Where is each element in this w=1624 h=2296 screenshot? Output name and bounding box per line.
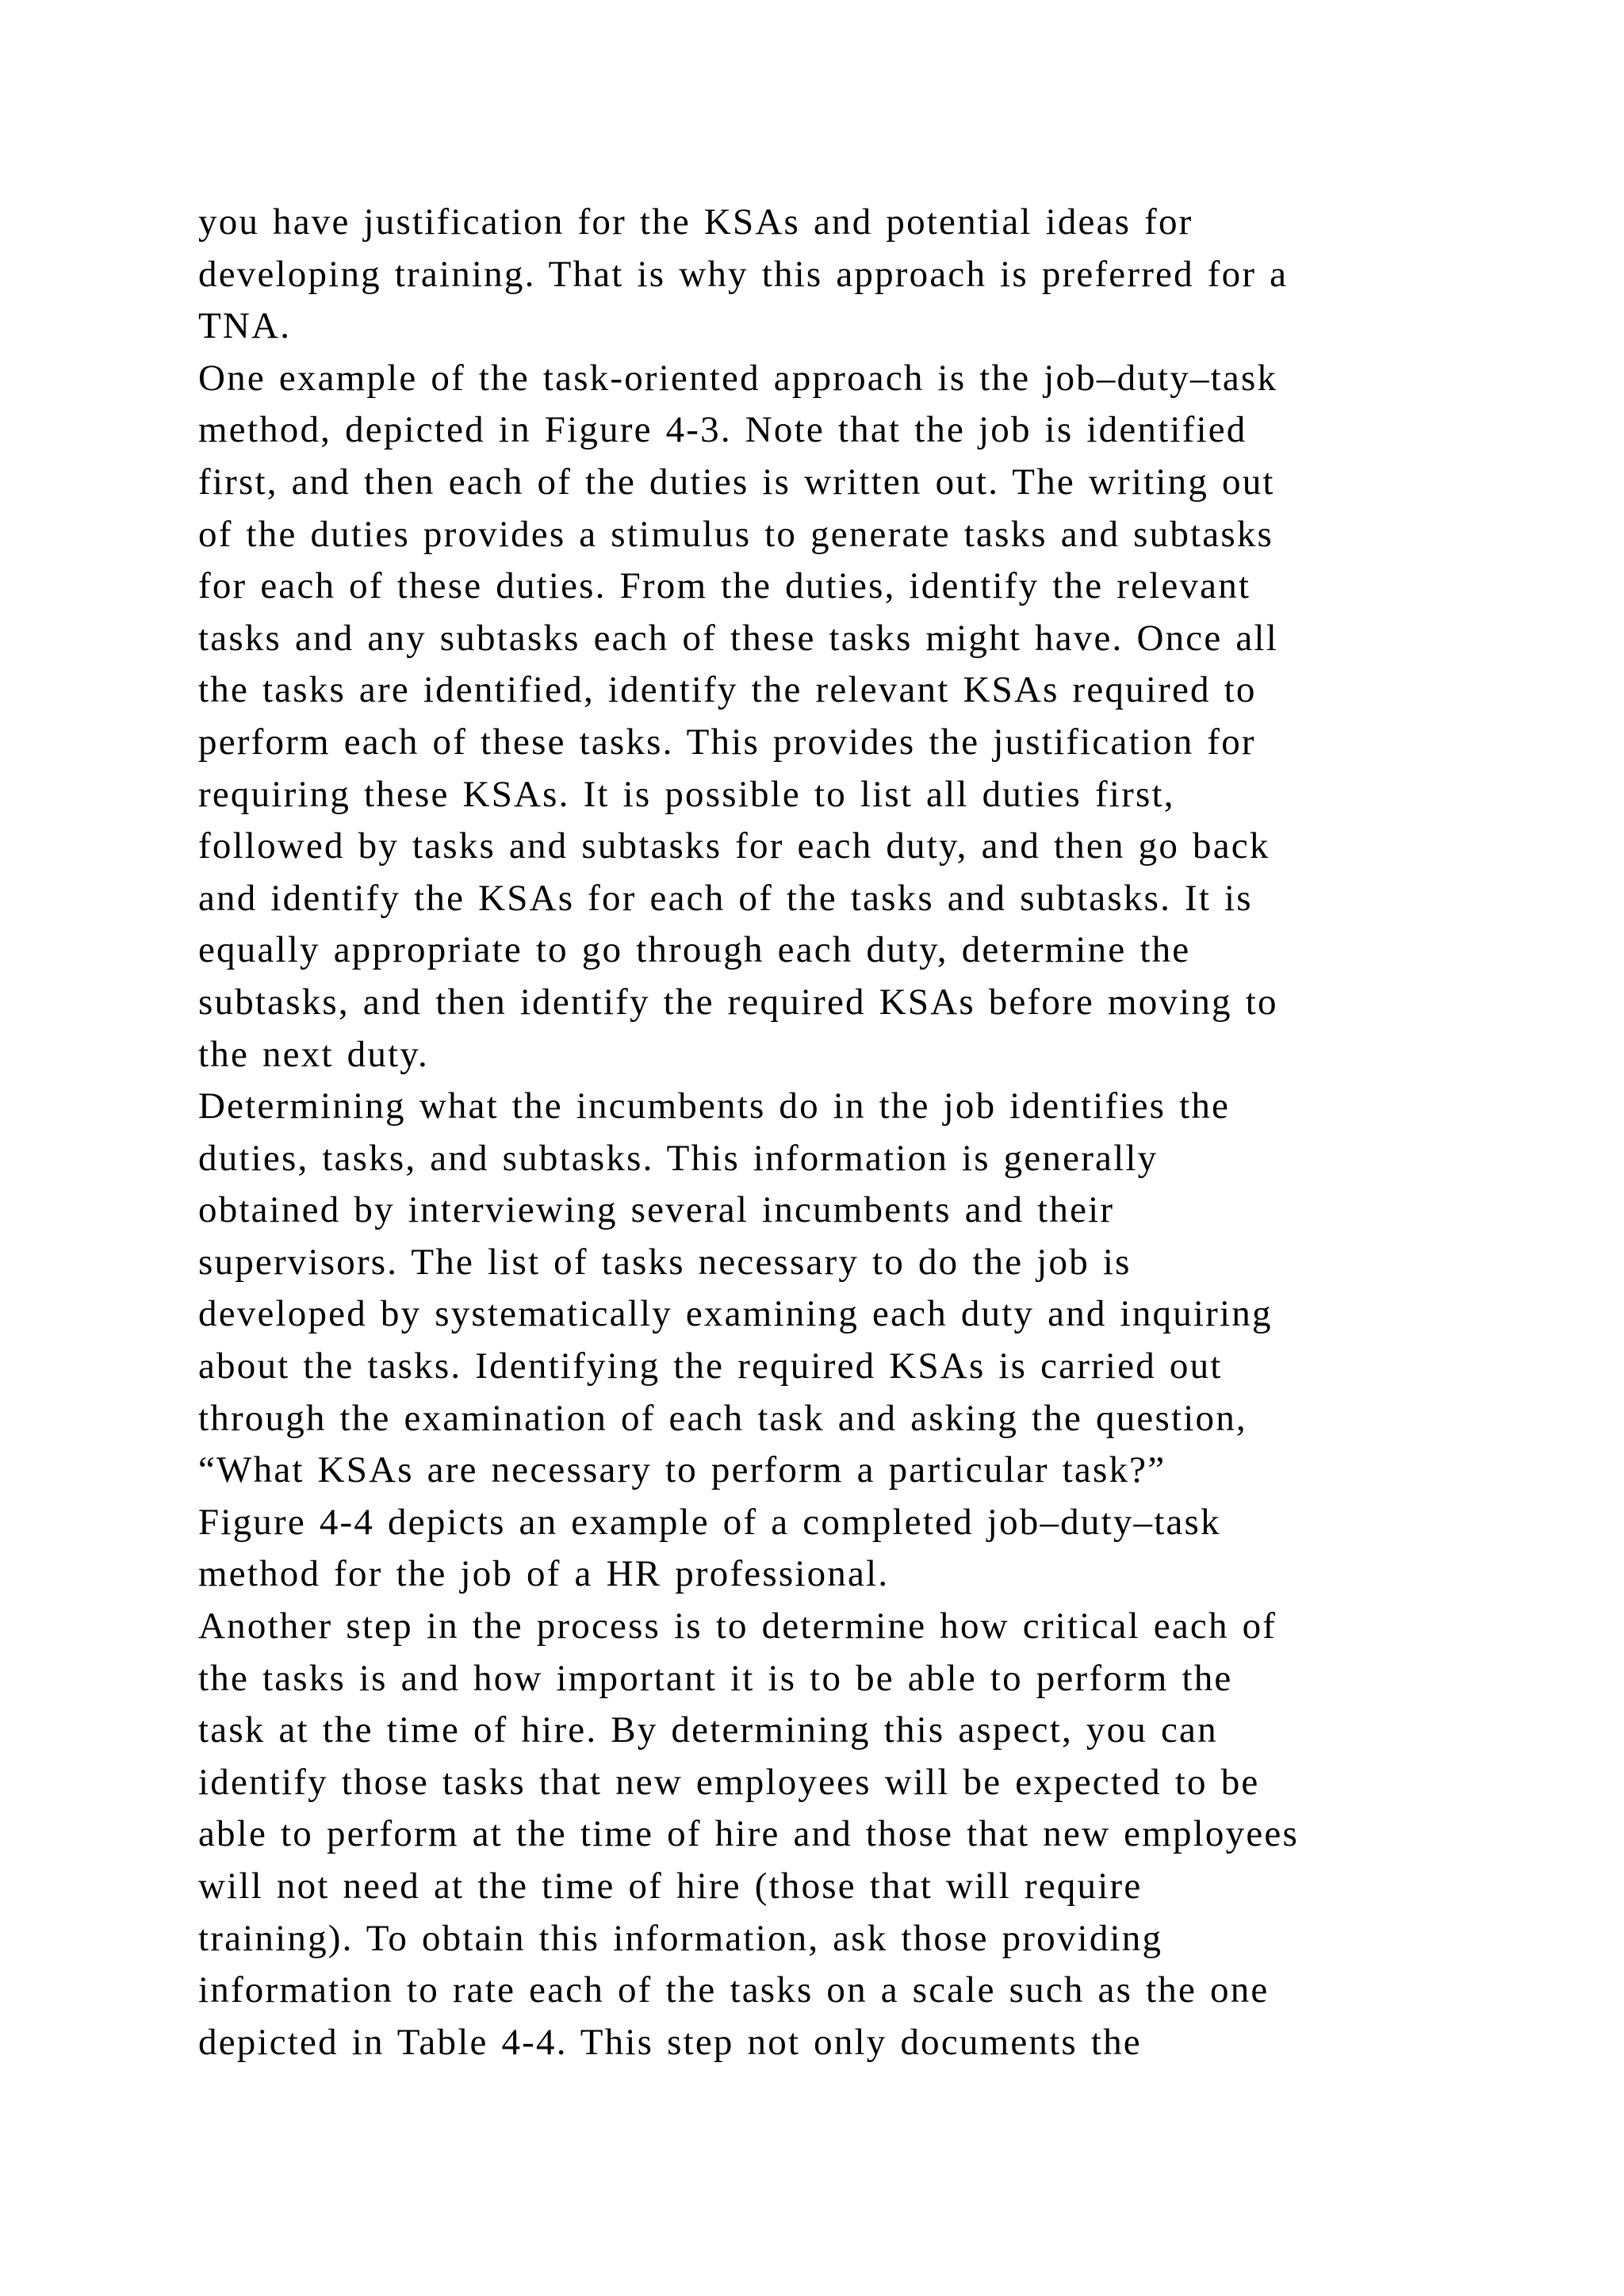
text-line: equally appropriate to go through each duty, determine the [198, 929, 1191, 971]
text-line: TNA. [198, 305, 292, 347]
text-line: task at the time of hire. By determining this aspect, you can [198, 1709, 1218, 1751]
text-line: “What KSAs are necessary to perform a particular task?” [198, 1449, 1166, 1491]
text-line: training). To obtain this information, ask those providing [198, 1917, 1163, 1959]
text-line: and identify the KSAs for each of the tasks and subtasks. It is [198, 877, 1253, 919]
text-line: depicted in Table 4-4. This step not only documents the [198, 2021, 1142, 2063]
text-line: Figure 4-4 depicts an example of a completed job–duty–task [198, 1501, 1221, 1543]
body-text [198, 197, 1467, 2068]
text-line: the tasks are identified, identify the relevant KSAs required to [198, 669, 1257, 711]
text-line: Determining what the incumbents do in the job identifies the [198, 1085, 1231, 1127]
text-line: requiring these KSAs. It is possible to list all duties first, [198, 773, 1175, 815]
text-line: first, and then each of the duties is written out. The writing out [198, 461, 1275, 503]
text-line: will not need at the time of hire (those that will require [198, 1866, 1143, 1907]
text-line: followed by tasks and subtasks for each duty, and then go back [198, 825, 1270, 867]
text-line: tasks and any subtasks each of these tasks might have. Once all [198, 617, 1278, 659]
text-line: about the tasks. Identifying the required KSAs is carried out [198, 1345, 1223, 1387]
text-line: subtasks, and then identify the required KSAs before moving to [198, 981, 1278, 1023]
text-line: perform each of these tasks. This provides the justification for [198, 721, 1256, 763]
text-line: supervisors. The list of tasks necessary to do the job is [198, 1241, 1132, 1283]
text-line: Another step in the process is to determine how critical each of [198, 1605, 1277, 1647]
text-line: identify those tasks that new employees will be expected to be [198, 1761, 1260, 1803]
text-line: obtained by interviewing several incumbents and their [198, 1189, 1115, 1231]
text-line: the tasks is and how important it is to be able to perform the [198, 1657, 1233, 1699]
text-line: developing training. That is why this approach is preferred for a [198, 253, 1289, 295]
text-line: the next duty. [198, 1033, 429, 1075]
text-line: method, depicted in Figure 4-3. Note that the job is identified [198, 409, 1247, 451]
text-line: for each of these duties. From the duties, identify the relevant [198, 565, 1251, 607]
text-line: developed by systematically examining each duty and inquiring [198, 1293, 1273, 1335]
text-line: of the duties provides a stimulus to generate tasks and subtasks [198, 513, 1274, 555]
text-line: One example of the task-oriented approach is the job–duty–task [198, 357, 1278, 399]
text-line: duties, tasks, and subtasks. This information is generally [198, 1137, 1159, 1179]
text-line: through the examination of each task and asking the question, [198, 1397, 1247, 1439]
text-line: you have justification for the KSAs and potential ideas for [198, 201, 1193, 243]
text-line: method for the job of a HR professional. [198, 1553, 890, 1595]
text-line: information to rate each of the tasks on a scale such as the one [198, 1969, 1270, 2011]
text-line: able to perform at the time of hire and those that new employees [198, 1813, 1299, 1855]
